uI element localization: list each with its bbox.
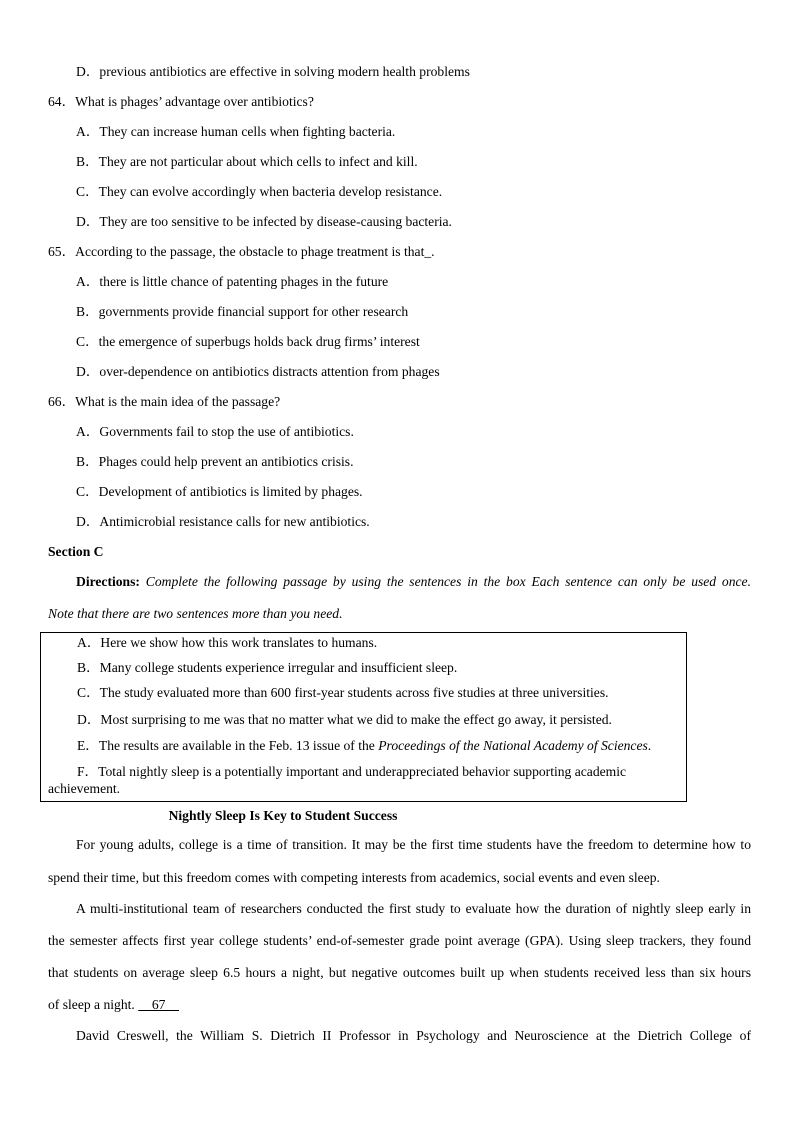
section-c-heading: Section C (48, 544, 104, 559)
p2-line-1 (48, 900, 751, 918)
box-sentence-b: B．Many college students experience irregular and insufficient sleep. (77, 660, 458, 675)
q66-option-d: D．Antimicrobial resistance calls for new antibiotics. (76, 514, 370, 529)
p3-line-1 (48, 1027, 751, 1045)
box-sentence-a: A．Here we show how this work translates to humans. (77, 635, 378, 650)
q66-option-b: B．Phages could help prevent an antibiotics crisis. (76, 454, 354, 469)
p2-line-4 (48, 996, 179, 1014)
blank-67: 67 (138, 997, 180, 1012)
q65-stem: 65．According to the passage, the obstacle to phage treatment is that_. (48, 244, 435, 259)
box-sentence-e-suffix: . (647, 738, 652, 753)
directions-label: Directions: (76, 574, 140, 589)
box-sentence-f: F．Total nightly sleep is a potentially important and underappreciated behavior supporting academic (77, 764, 627, 779)
q66-option-a: A．Governments fail to stop the use of antibiotics. (76, 424, 354, 439)
p1-line-1-text: For young adults, college is a time of transition. It may be the first time students have the freedom to determine how to (76, 837, 751, 852)
q64-option-a: A．They can increase human cells when fighting bacteria. (76, 124, 396, 139)
box-sentence-f-cont: achievement. (48, 781, 121, 796)
q64-option-c: C．They can evolve accordingly when bacteria develop resistance. (76, 184, 443, 199)
q64-stem: 64．What is phages’ advantage over antibiotics? (48, 94, 314, 109)
p1-line-2: spend their time, but this freedom comes with competing interests from academics, social events and even sleep. (48, 870, 660, 885)
q64-option-d: D．They are too sensitive to be infected by disease-causing bacteria. (76, 214, 452, 229)
q64-option-b: B．They are not particular about which cells to infect and kill. (76, 154, 418, 169)
p2-line-4-text: of sleep a night. (48, 997, 135, 1012)
q65-option-b: B．governments provide financial support for other research (76, 304, 409, 319)
q65-option-c: C．the emergence of superbugs holds back drug firms’ interest (76, 334, 420, 349)
q65-option-a: A．there is little chance of patenting phages in the future (76, 274, 389, 289)
q63-option-d: D．previous antibiotics are effective in solving modern health problems (76, 64, 470, 79)
p1-line-1 (48, 836, 751, 854)
p2-line-2: the semester affects first year college students’ end-of-semester grade point average (GPA). Using sleep trackers, they found (48, 933, 751, 948)
directions-line-2: Note that there are two sentences more than you need. (48, 606, 343, 621)
p2-line-1-text: A multi-institutional team of researchers conducted the first study to evaluate how the duration of nightly sleep early in (76, 901, 751, 916)
box-sentence-e-prefix: E．The results are available in the Feb. 13 issue of the (77, 738, 375, 753)
box-sentence-e (77, 737, 651, 755)
sentence-box (40, 632, 687, 802)
box-sentence-c: C．The study evaluated more than 600 first-year students across five studies at three universities. (77, 685, 609, 700)
p3-line-1-text: David Creswell, the William S. Dietrich II Professor in Psychology and Neuroscience at the Dietrich College of (76, 1028, 751, 1043)
directions-text: Complete the following passage by using the sentences in the box Each sentence can only be used once. (145, 574, 751, 589)
directions-line-1 (48, 573, 751, 591)
passage-title: Nightly Sleep Is Key to Student Success (168, 808, 398, 823)
q66-option-c: C．Development of antibiotics is limited by phages. (76, 484, 363, 499)
box-sentence-d: D．Most surprising to me was that no matter what we did to make the effect go away, it persisted. (77, 712, 612, 727)
journal-name: Proceedings of the National Academy of Sciences (378, 738, 648, 753)
q66-stem: 66．What is the main idea of the passage? (48, 394, 281, 409)
p2-line-3: that students on average sleep 6.5 hours a night, but negative outcomes built up when students received less than six hours (48, 965, 751, 980)
q65-option-d: D．over-dependence on antibiotics distracts attention from phages (76, 364, 440, 379)
